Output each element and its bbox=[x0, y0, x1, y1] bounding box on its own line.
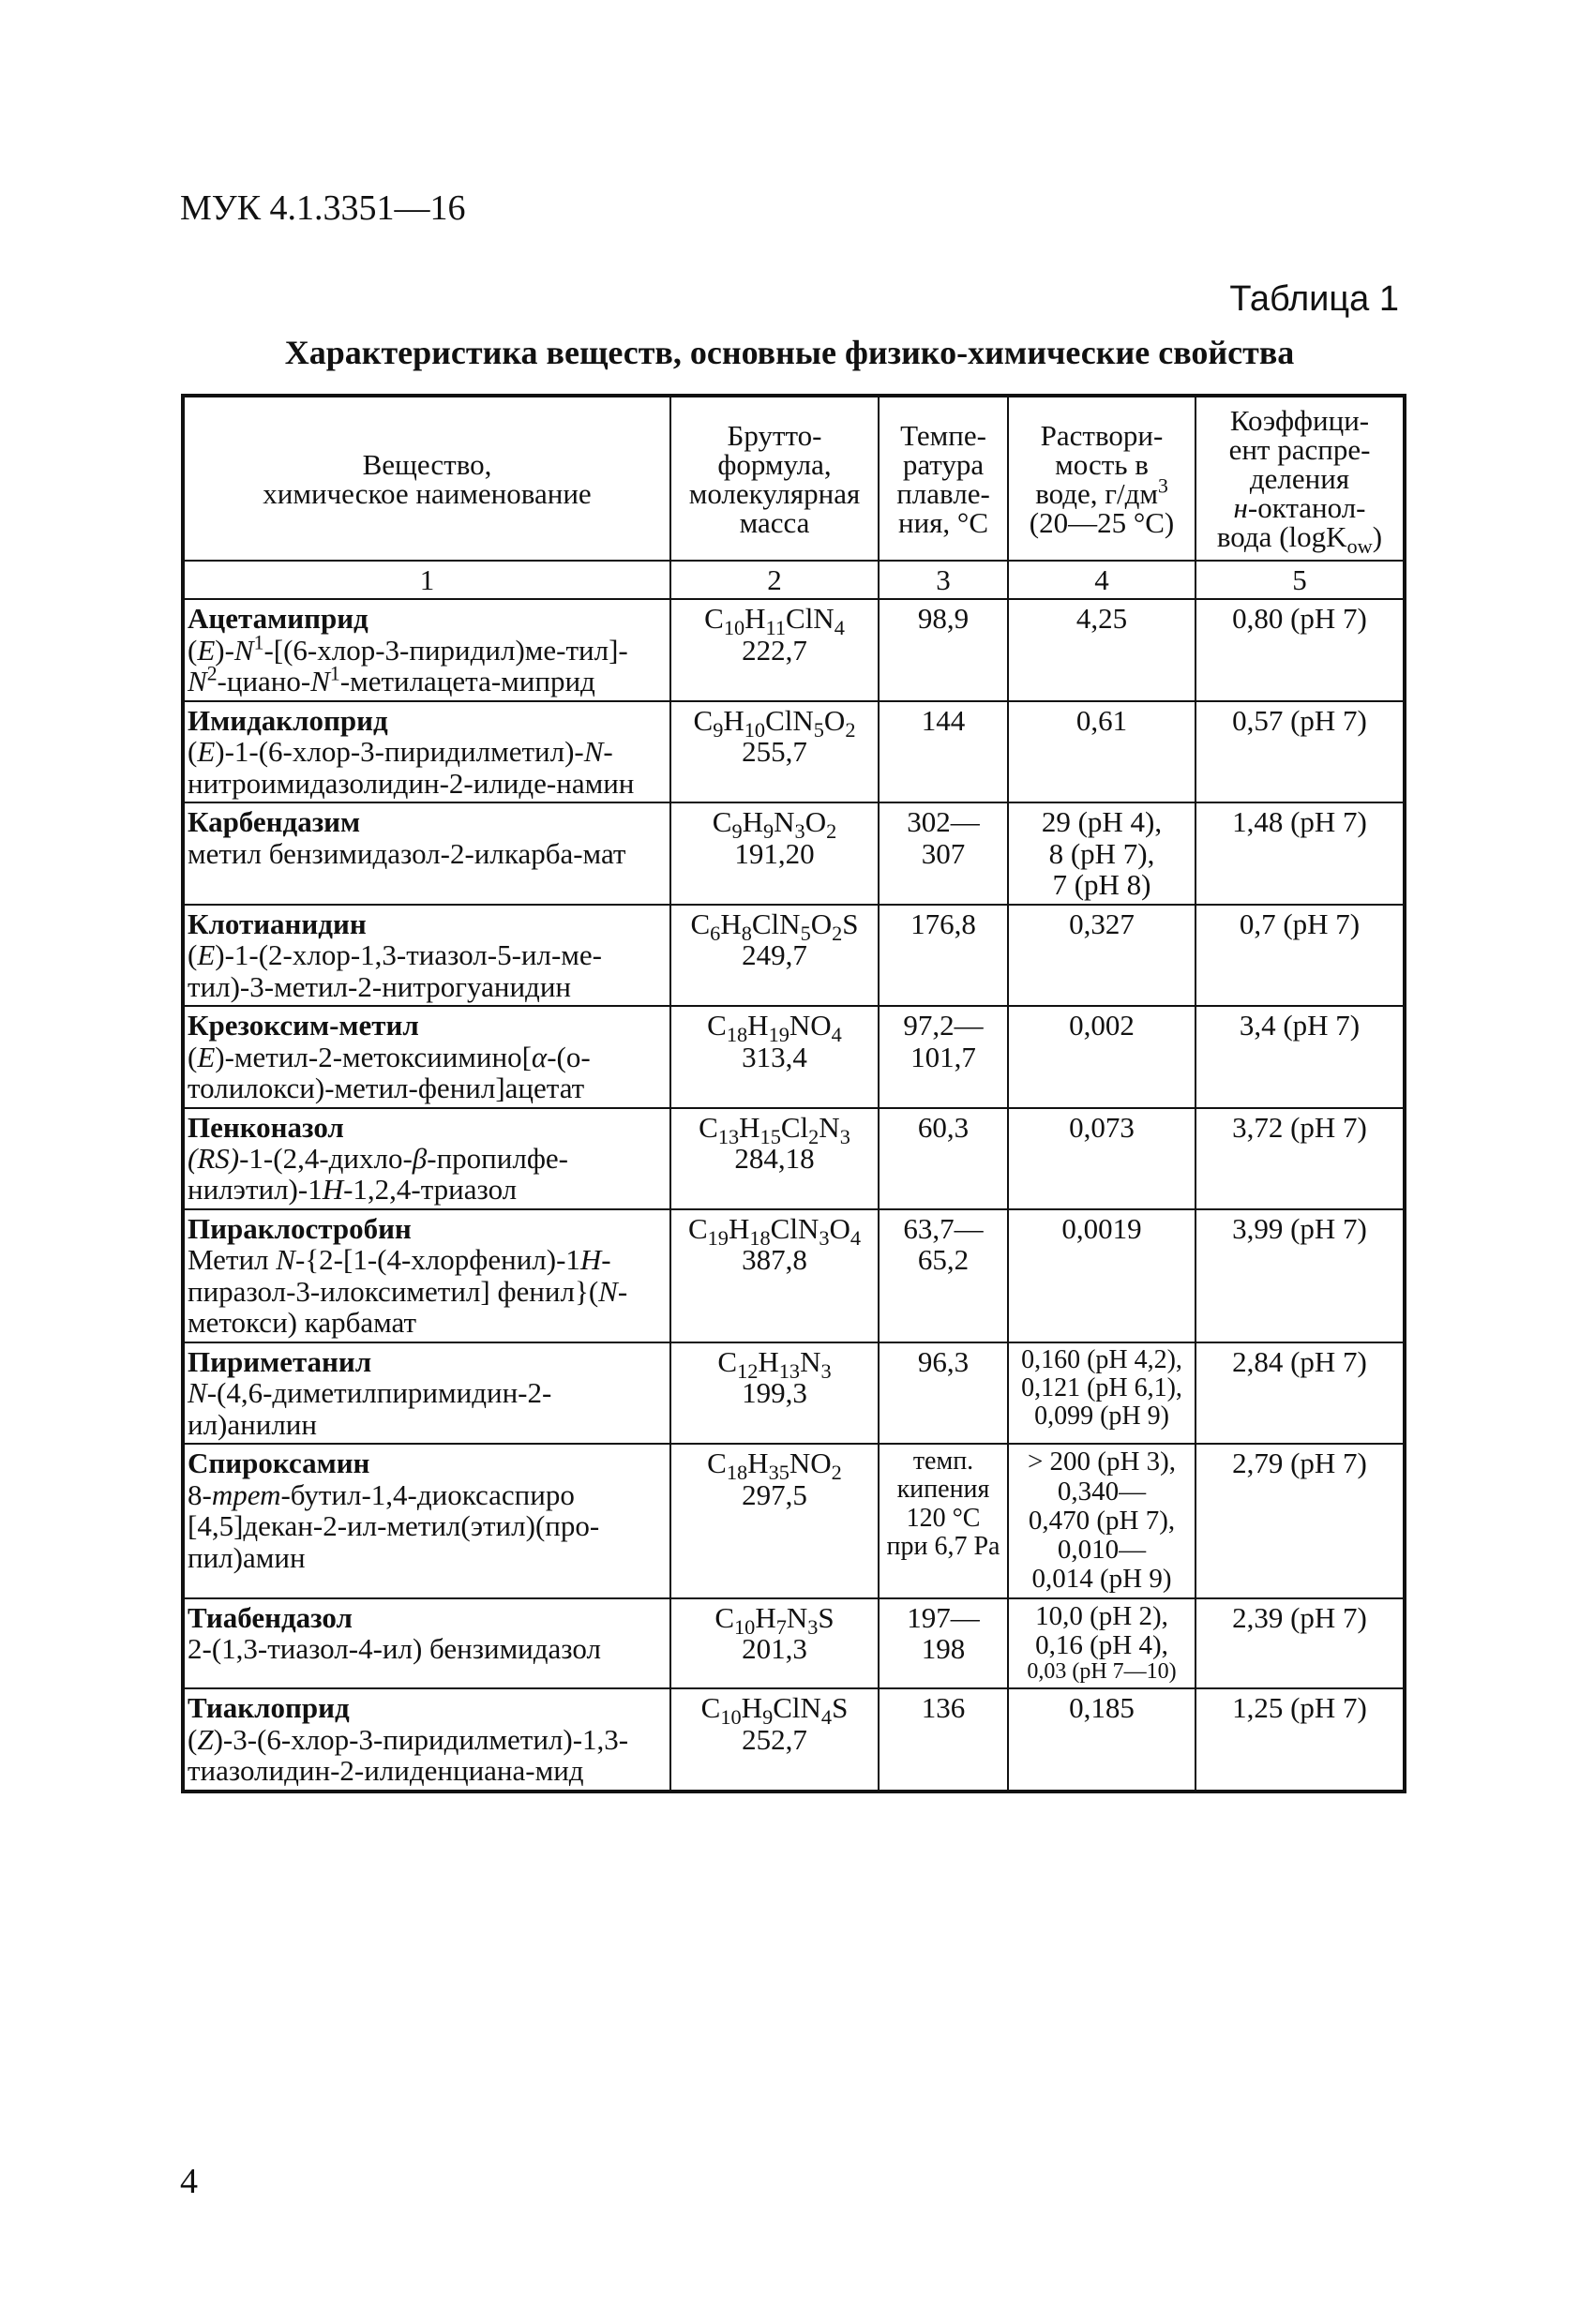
coefficient-cell: 1,25 (pH 7) bbox=[1196, 1688, 1405, 1791]
solubility-cell: 0,160 (pH 4,2), 0,121 (pH 6,1), 0,099 (pH 9) bbox=[1008, 1342, 1196, 1444]
melting-cell: 97,2— 101,7 bbox=[879, 1006, 1008, 1107]
substance-cell bbox=[183, 1444, 670, 1598]
formula: $C_{13}H_{15}Cl_2N_3$ bbox=[699, 1110, 850, 1148]
molar-mass: 255,7 bbox=[742, 735, 807, 769]
chemical-name: 8-трет-бутил-1,4-диоксаспиро [4,5]декан-2-ил-метил(этил)(про-пил)амин bbox=[188, 1477, 600, 1574]
substance-name: Пираклостробин bbox=[188, 1211, 412, 1245]
column-number: 4 bbox=[1008, 561, 1196, 599]
solubility-cell: 0,0019 bbox=[1008, 1209, 1196, 1342]
formula-cell bbox=[670, 1598, 879, 1689]
table-row bbox=[183, 1342, 1405, 1444]
table-row bbox=[183, 599, 1405, 700]
solubility-cell: 10,0 (pH 2), 0,16 (pH 4), 0,03 (pH 7—10) bbox=[1008, 1598, 1196, 1689]
coefficient-cell: 2,39 (pH 7) bbox=[1196, 1598, 1405, 1689]
formula-cell bbox=[670, 905, 879, 1006]
formula-cell bbox=[670, 1006, 879, 1107]
substance-name: Спироксамин bbox=[188, 1447, 370, 1480]
table-row bbox=[183, 701, 1405, 802]
solubility-cell: 0,002 bbox=[1008, 1006, 1196, 1107]
formula-cell bbox=[670, 1209, 879, 1342]
formula-cell bbox=[670, 802, 879, 904]
molar-mass: 313,4 bbox=[742, 1040, 807, 1073]
chemical-name: (RS)-1-(2,4-дихло-β-пропилфе-нилэтил)-1H-1,2,4-триазол bbox=[188, 1141, 568, 1207]
coefficient-cell: 1,48 (pH 7) bbox=[1196, 802, 1405, 904]
substance-name: Имидаклоприд bbox=[188, 703, 388, 737]
table-row bbox=[183, 1444, 1405, 1598]
table-row bbox=[183, 802, 1405, 904]
page-number: 4 bbox=[180, 2162, 198, 2201]
header-substance: Вещество, химическое наименование bbox=[183, 396, 670, 561]
column-number: 3 bbox=[879, 561, 1008, 599]
header-row bbox=[183, 396, 1405, 561]
chemical-name: N-(4,6-диметилпиримидин-2-ил)анилин bbox=[188, 1376, 552, 1441]
substance-cell bbox=[183, 1209, 670, 1342]
formula-cell bbox=[670, 599, 879, 700]
chemical-name: $(E)-N^1-[(6-хлор-3-пиридил)ме-тил]-N^2-циано-N^1-метилацета$-миприд bbox=[188, 631, 628, 698]
substance-name: Клотианидин bbox=[188, 907, 367, 940]
substance-cell bbox=[183, 1598, 670, 1689]
header-formula: Брутто- формула, молекулярная масса bbox=[670, 396, 879, 561]
substance-name: Тиабендазол bbox=[188, 1600, 353, 1634]
formula: $C_{10}H_7N_3S$ bbox=[714, 1600, 835, 1639]
molar-mass: 252,7 bbox=[742, 1722, 807, 1756]
table-row bbox=[183, 905, 1405, 1006]
melting-cell: темп. кипения 120 °С при 6,7 Ра bbox=[879, 1444, 1008, 1598]
formula-cell bbox=[670, 1688, 879, 1791]
substance-cell bbox=[183, 1342, 670, 1444]
solubility-cell: 0,61 bbox=[1008, 701, 1196, 802]
table-title: Характеристика веществ, основные физико-химические свойства bbox=[284, 334, 1295, 371]
melting-cell: 60,3 bbox=[879, 1108, 1008, 1209]
solubility-cell: 29 (pH 4), 8 (pH 7), 7 (pH 8) bbox=[1008, 802, 1196, 904]
coefficient-cell: 0,7 (pH 7) bbox=[1196, 905, 1405, 1006]
melting-cell: 98,9 bbox=[879, 599, 1008, 700]
melting-cell: 63,7— 65,2 bbox=[879, 1209, 1008, 1342]
chemical-name: Метил N-{2-[1-(4-хлорфенил)-1H-пиразол-3-илоксиметил] фенил}(N-метокси) карбамат bbox=[188, 1243, 628, 1340]
substance-name: Пенконазол bbox=[188, 1110, 344, 1144]
solubility-cell: > 200 (pH 3), 0,340— 0,470 (pH 7), 0,010— 0,014 (pH 9) bbox=[1008, 1444, 1196, 1598]
substance-cell bbox=[183, 1006, 670, 1107]
document-code: МУК 4.1.3351—16 bbox=[180, 188, 466, 228]
formula: $C_{10}H_{11}ClN_4$ bbox=[704, 602, 845, 640]
substance-name: Тиаклоприд bbox=[188, 1691, 350, 1725]
formula: $C_{18}H_{19}NO_4$ bbox=[707, 1009, 842, 1047]
molar-mass: 222,7 bbox=[742, 633, 807, 667]
molar-mass: 249,7 bbox=[742, 938, 807, 972]
table-row bbox=[183, 1209, 1405, 1342]
table-number: Таблица 1 bbox=[1229, 279, 1399, 319]
column-number: 2 bbox=[670, 561, 879, 599]
melting-cell: 144 bbox=[879, 701, 1008, 802]
formula-cell bbox=[670, 1444, 879, 1598]
column-number: 1 bbox=[183, 561, 670, 599]
table-row bbox=[183, 1006, 1405, 1107]
table-row bbox=[183, 1688, 1405, 1791]
melting-cell: 176,8 bbox=[879, 905, 1008, 1006]
substance-cell bbox=[183, 1688, 670, 1791]
coefficient-cell: 3,72 (pH 7) bbox=[1196, 1108, 1405, 1209]
chemical-name: (E)-метил-2-метоксиимино[α-(о-толилокси)-метил-фенил]ацетат bbox=[188, 1040, 591, 1105]
molar-mass: 201,3 bbox=[742, 1632, 807, 1666]
substance-cell bbox=[183, 701, 670, 802]
coefficient-cell: 0,57 (pH 7) bbox=[1196, 701, 1405, 802]
properties-table bbox=[181, 394, 1406, 1793]
substance-cell bbox=[183, 802, 670, 904]
chemical-name: 2-(1,3-тиазол-4-ил) бензимидазол bbox=[188, 1632, 601, 1666]
substance-name: Крезоксим-метил bbox=[188, 1009, 419, 1042]
substance-name: Карбендазим bbox=[188, 805, 361, 839]
chemical-name: (Z)-3-(6-хлор-3-пиридилметил)-1,3-тиазолидин-2-илиденциана-мид bbox=[188, 1722, 629, 1788]
column-number: 5 bbox=[1196, 561, 1405, 599]
table-row bbox=[183, 1598, 1405, 1689]
formula: $C_{18}H_{35}NO_2$ bbox=[707, 1447, 842, 1485]
coefficient-cell: 2,79 (pH 7) bbox=[1196, 1444, 1405, 1598]
melting-cell: 136 bbox=[879, 1688, 1008, 1791]
chemical-name: метил бензимидазол-2-илкарба-мат bbox=[188, 836, 626, 870]
formula-cell bbox=[670, 1342, 879, 1444]
melting-cell: 96,3 bbox=[879, 1342, 1008, 1444]
molar-mass: 191,20 bbox=[734, 836, 815, 870]
molar-mass: 284,18 bbox=[734, 1141, 815, 1175]
chemical-name: (E)-1-(6-хлор-3-пиридилметил)-N-нитроимидазолидин-2-илиде-намин bbox=[188, 735, 635, 800]
solubility-cell: 4,25 bbox=[1008, 599, 1196, 700]
formula: $C_9H_9N_3O_2$ bbox=[712, 805, 837, 844]
formula: $C_9H_{10}ClN_5O_2$ bbox=[693, 703, 856, 742]
formula-cell bbox=[670, 1108, 879, 1209]
substance-cell bbox=[183, 599, 670, 700]
chemical-name: (E)-1-(2-хлор-1,3-тиазол-5-ил-ме-тил)-3-метил-2-нитрогуанидин bbox=[188, 938, 602, 1003]
substance-name: Пириметанил bbox=[188, 1344, 372, 1378]
molar-mass: 297,5 bbox=[742, 1477, 807, 1511]
solubility-cell: 0,073 bbox=[1008, 1108, 1196, 1209]
molar-mass: 387,8 bbox=[742, 1243, 807, 1277]
coefficient-cell: 0,80 (pH 7) bbox=[1196, 599, 1405, 700]
solubility-cell: 0,185 bbox=[1008, 1688, 1196, 1791]
header-solubility: Раствори- мость в воде, $г/дм^3$ (20—25 °С) bbox=[1008, 396, 1196, 561]
formula: $C_6H_8ClN_5O_2S$ bbox=[690, 907, 859, 945]
formula: $C_{19}H_{18}ClN_3O_4$ bbox=[687, 1211, 862, 1251]
formula-cell bbox=[670, 701, 879, 802]
coefficient-cell: 3,99 (pH 7) bbox=[1196, 1209, 1405, 1342]
molar-mass: 199,3 bbox=[742, 1376, 807, 1410]
formula: $C_{10}H_9ClN_4S$ bbox=[700, 1691, 849, 1730]
substance-name: Ацетамиприд bbox=[188, 602, 368, 636]
solubility-cell: 0,327 bbox=[1008, 905, 1196, 1006]
substance-cell bbox=[183, 905, 670, 1006]
header-coefficient: Коэффици- ент распре- деления н-октанол- вода (logK$_{ow}$) bbox=[1196, 396, 1405, 561]
table-row bbox=[183, 1108, 1405, 1209]
coefficient-cell: 3,4 (pH 7) bbox=[1196, 1006, 1405, 1107]
column-number-row bbox=[183, 561, 1405, 599]
header-melting: Темпе- ратура плавле- ния, °С bbox=[879, 396, 1008, 561]
melting-cell: 302— 307 bbox=[879, 802, 1008, 904]
formula: $C_{12}H_{13}N_3$ bbox=[717, 1344, 832, 1383]
melting-cell: 197— 198 bbox=[879, 1598, 1008, 1689]
coefficient-cell: 2,84 (pH 7) bbox=[1196, 1342, 1405, 1444]
substance-cell bbox=[183, 1108, 670, 1209]
